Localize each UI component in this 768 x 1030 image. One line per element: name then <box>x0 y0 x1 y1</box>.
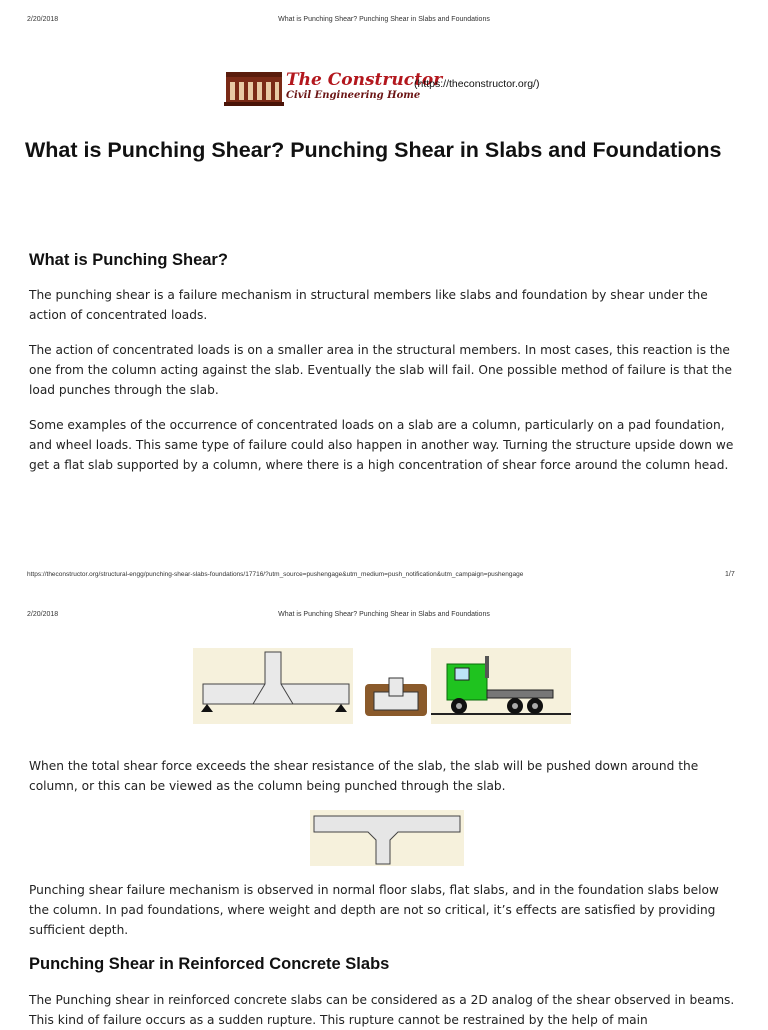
paragraph-shear-force-exceeds: When the total shear force exceeds the shear resistance of the slab, the slab will be pushed down around the column, or this can be viewed as the column being punched through the slab. <box>29 759 699 793</box>
paragraph-concentrated-loads: The action of concentrated loads is on a smaller area in the structural members. In most cases, this reaction is the one from the column acting against the slab. Eventually the slab will fail. One possible method of failure is that the load punches through the slab. <box>29 343 732 397</box>
page1-footer-page-number: 1/7 <box>725 571 735 578</box>
section-heading-reinforced-concrete: Punching Shear in Reinforced Concrete Slabs <box>29 955 390 973</box>
paragraph-definition: The punching shear is a failure mechanism in structural members like slabs and foundation by shear under the action of concentrated loads. <box>29 288 708 322</box>
logo-title: The Constructor <box>286 70 443 90</box>
page1-header-title: What is Punching Shear? Punching Shear in Slabs and Foundations <box>278 16 490 23</box>
site-logo[interactable] <box>224 66 554 108</box>
paragraph-failure-observed: Punching shear failure mechanism is observed in normal floor slabs, flat slabs, and in the foundation slabs below the column. In pad foundations, where weight and depth are not so critical, it’s effects are satisfied by providing sufficient depth. <box>29 883 719 937</box>
page2-header-date: 2/20/2018 <box>27 611 59 618</box>
punching-shear-examples-figure <box>193 648 571 724</box>
inverted-column-on-slab-diagram <box>193 648 353 724</box>
page2-header-title: What is Punching Shear? Punching Shear in Slabs and Foundations <box>278 611 490 618</box>
page1-footer-url[interactable]: https://theconstructor.org/structural-engg/punching-shear-slabs-foundations/17716/?utm_source=pushengage&utm_medium=push_notification&utm_campaign=pushengage <box>27 571 524 578</box>
logo-subtitle: Civil Engineering Home <box>286 90 421 101</box>
section-heading-what-is: What is Punching Shear? <box>29 251 228 269</box>
paragraph-reinforced-slabs: The Punching shear in reinforced concrete slabs can be considered as a 2D analog of the shear observed in beams. This kind of failure occurs as a sudden rupture. This rupture cannot be restrained by the help of main <box>29 993 735 1027</box>
paragraph-examples: Some examples of the occurrence of concentrated loads on a slab are a column, particularly on a pad foundation, and wheel loads. This same type of failure could also happen in another way. Turning the structure upside down we get a flat slab supported by a column, where there is a high concentration of shear force around the column head. <box>29 418 734 472</box>
pad-foundation-diagram <box>361 658 429 724</box>
column-punching-slab-figure <box>310 810 464 866</box>
logo-url[interactable]: (https://theconstructor.org/) <box>414 78 540 90</box>
page1-header-date: 2/20/2018 <box>27 16 59 23</box>
truck-wheel-load-diagram <box>431 648 571 724</box>
page-title: What is Punching Shear? Punching Shear in Slabs and Foundations <box>25 138 722 162</box>
logo-building-icon <box>224 66 284 106</box>
